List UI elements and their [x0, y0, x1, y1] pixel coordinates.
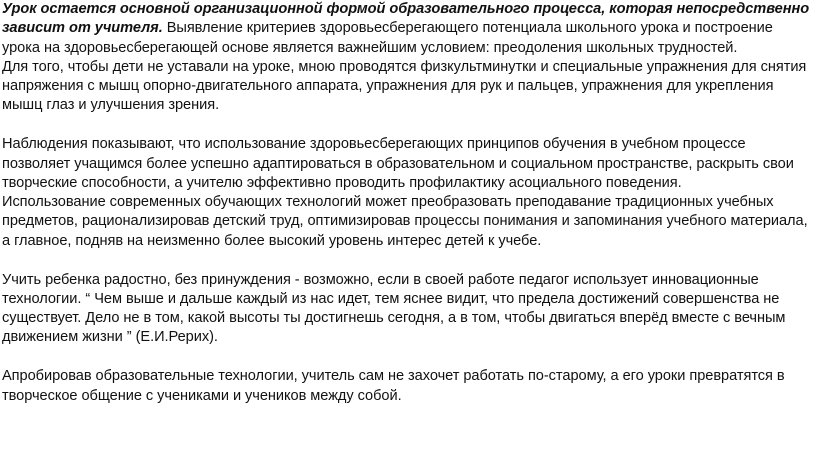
paragraph-spacer: [2, 116, 814, 136]
paragraph-2: Для того, чтобы дети не уставали на уроке, мною проводятся физкультминутки и специальные упражнения для снятия напряжения с мышц опорно-двигательного аппарата, упражнения для рук и пальцев, упражнения для укрепления мышц глаз и улучшения зрения.: [2, 58, 807, 114]
paragraph-spacer: [2, 251, 814, 271]
document-body: [2, 0, 814, 406]
paragraph-spacer: [2, 348, 814, 368]
paragraph-6: Апробировав образовательные технологии, учитель сам не захочет работать по-старому, а его уроки превратятся в творческое общение с учениками и учеников между собой.: [2, 368, 785, 404]
paragraph-4: Использование современных обучающих технологий может преобразовать преподавание традиционных учебных предметов, рационализировав детский труд, оптимизировав процессы понимания и запоминания учебного материала, а главное, подняв на неизменно более высокий уровень интерес детей к учебе.: [2, 194, 808, 249]
paragraph-3: Наблюдения показывают, что использование здоровьесберегающих принципов обучения в учебном процессе позволяет учащимся более успешно адаптироваться в образовательном и социальном пространстве, раскрыть свои творческие способности, а учителю эффективно проводить профилактику асоциального поведения.: [2, 136, 794, 191]
paragraph-1-lead: Урок остается основной организационной формой образовательного процесса, которая непосредственно зависит от учителя.: [2, 1, 810, 37]
paragraph-5: Учить ребенка радостно, без принуждения - возможно, если в своей работе педагог использует инновационные технологии. “ Чем выше и дальше каждый из нас идет, тем яснее видит, что предела достижений совершенства не существует. Дело не в том, какой высоты ты достигнешь сегодня, а в том, чтобы двигаться вперёд вместе с вечным движением жизни ” (Е.И.Рерих).: [2, 271, 786, 346]
paragraph-1-text: Выявление критериев здоровьесберегающего потенциала школьного урока и построение урока на здоровьесберегающей основе является важнейшим условием: преодоления школьных трудностей.: [2, 20, 773, 56]
paragraph-1: [2, 0, 814, 58]
